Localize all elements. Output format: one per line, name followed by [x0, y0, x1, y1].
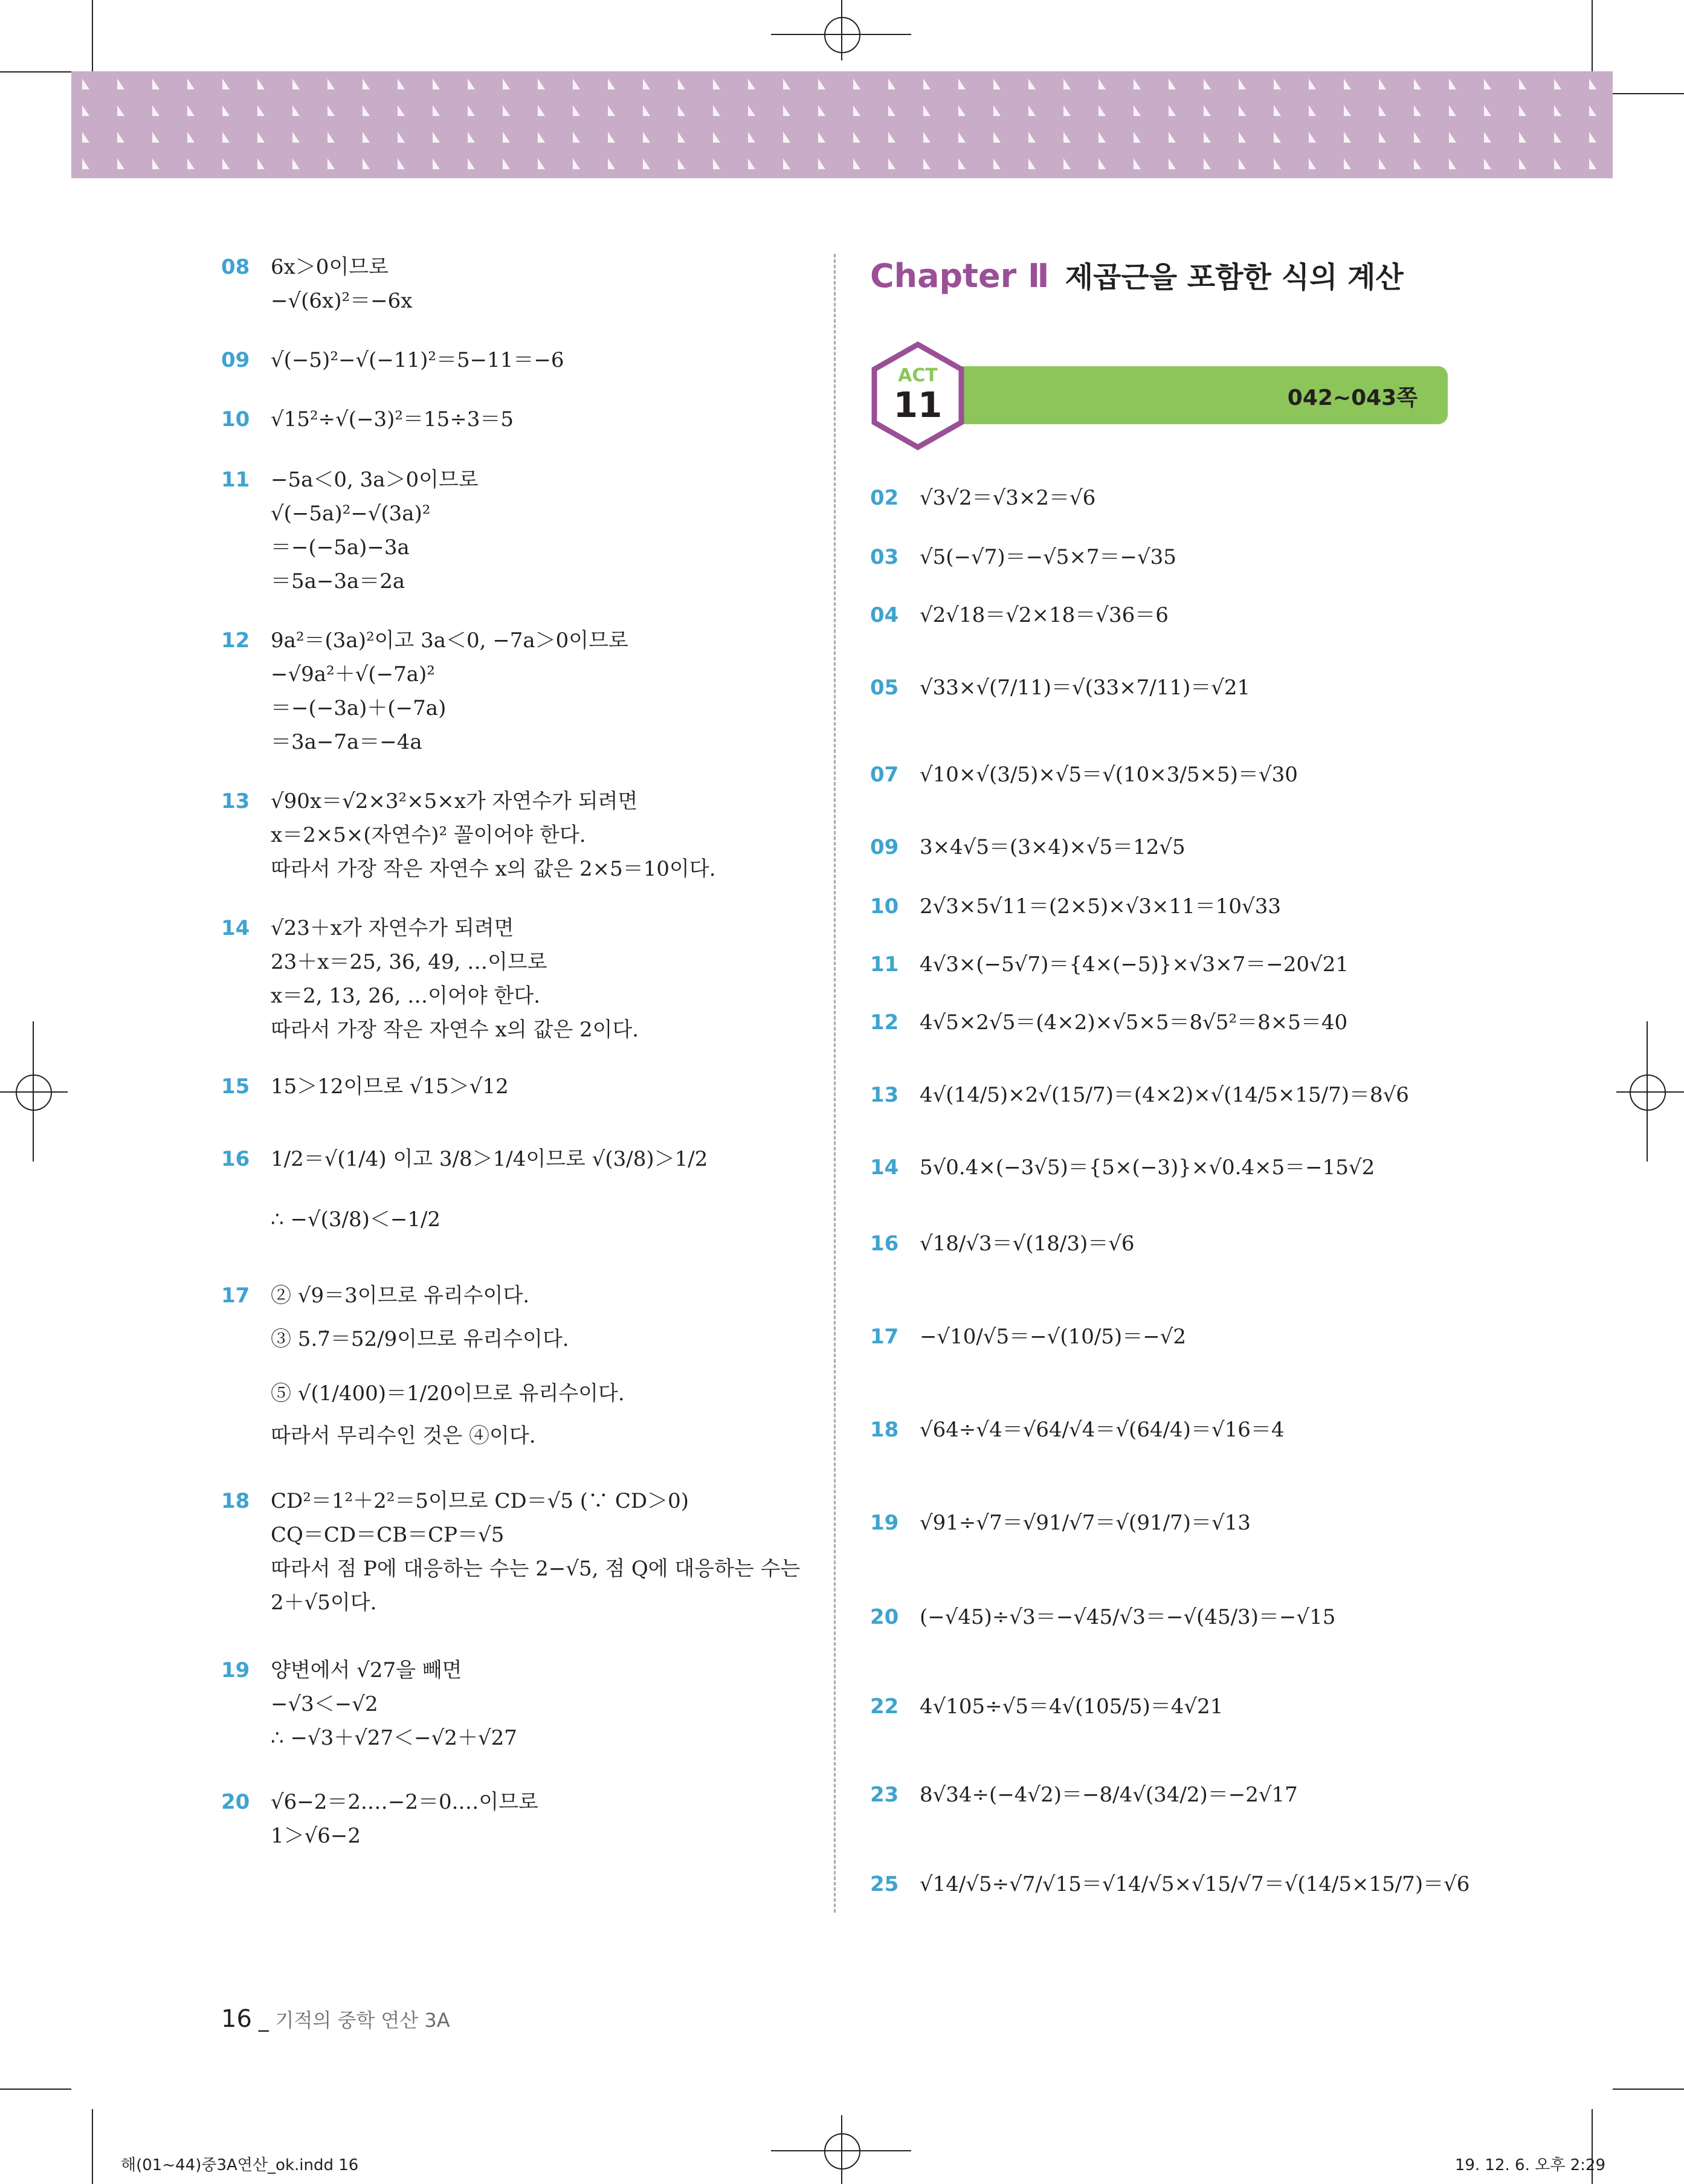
solution-line: −√(6x)²＝−6x — [271, 289, 413, 313]
crop-mark — [0, 2089, 71, 2090]
solution-line: 4√3×(−5√7)＝{4×(−5)}×√3×7＝−20√21 — [920, 952, 1349, 977]
registration-mark-bottom — [824, 2133, 860, 2169]
crop-mark — [1616, 1091, 1684, 1093]
problem-number: 17 — [870, 1325, 899, 1349]
problem-number: 07 — [870, 763, 899, 787]
page-number: 16 — [221, 2005, 252, 2033]
problem-number: 20 — [221, 1790, 250, 1814]
registration-mark-left — [16, 1074, 52, 1111]
solution-line: ＝−(−5a)−3a — [271, 535, 410, 560]
solution-line: ③ 5.7̇＝52/9이므로 유리수이다. — [271, 1327, 569, 1351]
registration-mark-top — [824, 17, 860, 53]
solution-line: 3×4√5＝(3×4)×√5＝12√5 — [920, 835, 1186, 859]
solution-line: √18/√3＝√(18/3)＝√6 — [920, 1232, 1135, 1256]
problem-number: 19 — [870, 1511, 899, 1535]
solution-line: 양변에서 √27을 빼면 — [271, 1658, 462, 1682]
crop-mark — [33, 1021, 34, 1161]
solution-line: 23＋x＝25, 36, 49, …이므로 — [271, 950, 547, 974]
problem-number: 19 — [221, 1658, 250, 1682]
solution-line: √90x＝√2×3²×5×x가 자연수가 되려면 — [271, 789, 638, 813]
crop-mark — [1647, 1021, 1648, 1161]
solution-line: √64÷√4＝√64/√4＝√(64/4)＝√16＝4 — [920, 1418, 1285, 1442]
solution-line: ∴ −√3＋√27＜−√2＋√27 — [271, 1726, 517, 1750]
crop-mark — [1592, 0, 1593, 71]
problem-number: 13 — [221, 789, 250, 813]
solution-line: x＝2×5×(자연수)² 꼴이어야 한다. — [271, 823, 586, 847]
solution-line: 9a²＝(3a)²이고 3a＜0, −7a＞0이므로 — [271, 628, 628, 653]
solution-line: √2√18＝√2×18＝√36＝6 — [920, 603, 1169, 627]
solution-line: −√10/√5＝−√(10/5)＝−√2 — [920, 1325, 1186, 1349]
problem-number: 18 — [870, 1418, 899, 1442]
solution-line: 6x＞0이므로 — [271, 255, 389, 279]
print-slug-file: 해(01~44)중3A연산_ok.indd 16 — [121, 2156, 359, 2174]
print-slug-date: 19. 12. 6. 오후 2:29 — [1454, 2156, 1605, 2174]
crop-mark — [92, 2109, 93, 2184]
solution-line: 2＋√5이다. — [271, 1591, 377, 1615]
solution-line: √3√2＝√3×2＝√6 — [920, 486, 1096, 510]
solution-line: √(−5)²−√(−11)²＝5−11＝−6 — [271, 348, 564, 372]
problem-number: 22 — [870, 1695, 899, 1719]
problem-number: 15 — [221, 1074, 250, 1099]
solution-line: −5a＜0, 3a＞0이므로 — [271, 468, 479, 492]
solution-line: √6−2＝2.…−2＝0.…이므로 — [271, 1790, 538, 1814]
solution-line: ＝5a−3a＝2a — [271, 569, 405, 593]
act-label: ACT — [898, 365, 938, 386]
solution-line: 2√3×5√11＝(2×5)×√3×11＝10√33 — [920, 894, 1281, 919]
solution-line: CQ＝CD＝CB＝CP＝√5 — [271, 1523, 505, 1547]
solution-line: −√3＜−√2 — [271, 1692, 378, 1716]
problem-number: 05 — [870, 676, 899, 700]
problem-number: 12 — [870, 1010, 899, 1035]
problem-number: 18 — [221, 1489, 250, 1513]
solution-line: ＝3a−7a＝−4a — [271, 730, 422, 754]
page-footer — [221, 2005, 450, 2033]
problem-number: 25 — [870, 1872, 899, 1896]
chapter-heading — [870, 254, 1404, 296]
solution-line: ② √9＝3이므로 유리수이다. — [271, 1284, 530, 1308]
solution-line: ∴ −√(3/8)＜−1/2 — [271, 1207, 441, 1232]
solution-line: ⑤ √(1/400)＝1/20이므로 유리수이다. — [271, 1381, 625, 1406]
problem-number: 09 — [870, 835, 899, 859]
solution-line: ＝−(−3a)＋(−7a) — [271, 696, 447, 720]
solution-line: 따라서 무리수인 것은 ④이다. — [271, 1424, 536, 1448]
solution-line: 따라서 점 P에 대응하는 수는 2−√5, 점 Q에 대응하는 수는 — [271, 1557, 801, 1581]
solution-line: 1/2＝√(1/4) 이고 3/8＞1/4이므로 √(3/8)＞1/2 — [271, 1147, 708, 1171]
problem-number: 17 — [221, 1284, 250, 1308]
problem-number: 20 — [870, 1605, 899, 1629]
solution-line: 따라서 가장 작은 자연수 x의 값은 2이다. — [271, 1018, 639, 1042]
problem-number: 23 — [870, 1783, 899, 1807]
column-divider — [834, 254, 836, 1913]
triangle-pattern — [71, 71, 1613, 178]
book-title: 기적의 중학 연산 3A — [275, 2009, 450, 2032]
solution-line: −√9a²＋√(−7a)² — [271, 662, 435, 687]
problem-number: 12 — [221, 628, 250, 653]
chapter-title: 제곱근을 포함한 식의 계산 — [1065, 260, 1404, 294]
solution-line: √(−5a)²−√(3a)² — [271, 502, 431, 526]
problem-number: 11 — [870, 952, 899, 977]
solution-line: (−√45)÷√3＝−√45/√3＝−√(45/3)＝−√15 — [920, 1605, 1336, 1629]
solution-line: √5(−√7)＝−√5×7＝−√35 — [920, 545, 1176, 569]
act-number: 11 — [893, 384, 943, 425]
solution-line: 15＞12이므로 √15＞√12 — [271, 1074, 509, 1099]
solution-line: 1＞√6−2 — [271, 1824, 361, 1848]
solution-line: CD²＝1²＋2²＝5이므로 CD＝√5 (∵ CD＞0) — [271, 1489, 689, 1513]
page-range: 042~043쪽 — [1287, 386, 1418, 410]
problem-number: 14 — [870, 1155, 899, 1180]
problem-number: 03 — [870, 545, 899, 569]
problem-number: 14 — [221, 916, 250, 940]
problem-number: 10 — [870, 894, 899, 919]
solution-line: √14/√5÷√7/√15＝√14/√5×√15/√7＝√(14/5×15/7)＝√6 — [920, 1872, 1470, 1896]
crop-mark — [841, 0, 842, 60]
problem-number: 16 — [870, 1232, 899, 1256]
solution-line: x＝2, 13, 26, …이어야 한다. — [271, 984, 541, 1008]
crop-mark — [92, 0, 93, 71]
problem-number: 08 — [221, 255, 250, 279]
problem-number: 10 — [221, 407, 250, 431]
crop-mark — [0, 71, 71, 73]
crop-mark — [841, 2115, 842, 2184]
solution-line: √23＋x가 자연수가 되려면 — [271, 916, 514, 940]
footer-separator: _ — [258, 2008, 269, 2032]
registration-mark-right — [1630, 1074, 1666, 1111]
solution-line: √33×√(7/11)＝√(33×7/11)＝√21 — [920, 676, 1251, 700]
problem-number: 13 — [870, 1083, 899, 1107]
crop-mark — [1613, 93, 1684, 94]
solution-line: √10×√(3/5)×√5＝√(10×3/5×5)＝√30 — [920, 763, 1298, 787]
problem-number: 16 — [221, 1147, 250, 1171]
header-band — [71, 71, 1613, 178]
problem-number: 02 — [870, 486, 899, 510]
solution-line: 4√(14/5)×2√(15/7)＝(4×2)×√(14/5×15/7)＝8√6 — [920, 1083, 1409, 1107]
solution-line: 따라서 가장 작은 자연수 x의 값은 2×5＝10이다. — [271, 857, 716, 881]
act-bar — [943, 366, 1448, 424]
solution-line: √15²÷√(−3)²＝15÷3＝5 — [271, 407, 514, 431]
solution-line: 8√34÷(−4√2)＝−8/4√(34/2)＝−2√17 — [920, 1783, 1298, 1807]
solution-line: 5√0.4×(−3√5)＝{5×(−3)}×√0.4×5＝−15√2 — [920, 1155, 1375, 1180]
problem-number: 04 — [870, 603, 899, 627]
crop-mark — [1613, 2089, 1684, 2090]
chapter-label: Chapter Ⅱ — [870, 257, 1050, 295]
problem-number: 09 — [221, 348, 250, 372]
solution-line: 4√5×2√5＝(4×2)×√5×5＝8√5²＝8×5＝40 — [920, 1010, 1348, 1035]
crop-mark — [0, 1091, 68, 1093]
solution-line: √91÷√7＝√91/√7＝√(91/7)＝√13 — [920, 1511, 1251, 1535]
problem-number: 11 — [221, 468, 250, 492]
solution-line: 4√105÷√5＝4√(105/5)＝4√21 — [920, 1695, 1224, 1719]
